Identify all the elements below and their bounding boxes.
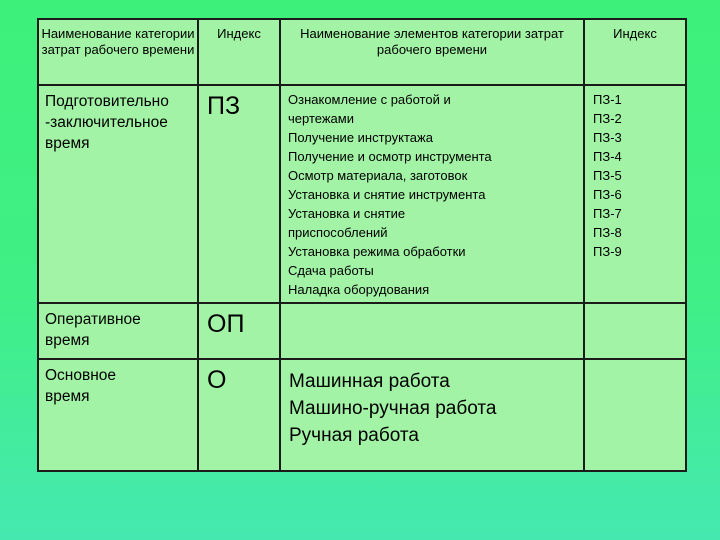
header-row	[38, 19, 686, 85]
codes-cell	[584, 303, 686, 359]
elements-cell	[280, 359, 584, 471]
element-code: ПЗ-4	[593, 149, 622, 164]
category-text: время	[45, 135, 90, 152]
element-code: ПЗ-8	[593, 225, 622, 240]
category-text: Основное	[45, 367, 117, 384]
category-text: время	[45, 332, 90, 349]
category-index: ОП	[198, 303, 280, 359]
codes-cell	[584, 85, 686, 303]
category-index: О	[198, 359, 280, 471]
header-element-index: Индекс	[584, 19, 686, 85]
element-code: ПЗ-7	[593, 206, 622, 221]
table-row-o	[38, 359, 686, 471]
element-item: Установка режима обработки	[288, 244, 466, 259]
element-item: Машино-ручная работа	[289, 398, 497, 419]
header-category-name: Наименование категории затрат рабочего времени	[38, 19, 198, 85]
codes-cell	[584, 359, 686, 471]
category-text: Подготовительно	[45, 93, 169, 110]
table-row-pz	[38, 85, 686, 303]
category-text: -заключительное	[45, 114, 168, 131]
element-item: чертежами	[288, 111, 354, 126]
category-cell	[38, 85, 198, 303]
header-element-name: Наименование элементов категории затрат рабочего времени	[280, 19, 584, 85]
element-item: Установка и снятие инструмента	[288, 187, 486, 202]
element-code: ПЗ-6	[593, 187, 622, 202]
element-item: Машинная работа	[289, 371, 450, 392]
category-text: Оперативное	[45, 311, 141, 328]
element-code: ПЗ-3	[593, 130, 622, 145]
table-row-op	[38, 303, 686, 359]
element-item: Сдача работы	[288, 263, 374, 278]
element-code: ПЗ-9	[593, 244, 622, 259]
element-item: Получение инструктажа	[288, 130, 433, 145]
element-item: Установка и снятие	[288, 206, 406, 221]
table-wrapper	[37, 18, 687, 472]
element-item: Ручная работа	[289, 425, 419, 446]
work-time-table	[37, 18, 687, 472]
category-text: время	[45, 388, 90, 405]
category-cell	[38, 303, 198, 359]
category-cell	[38, 359, 198, 471]
element-code: ПЗ-2	[593, 111, 622, 126]
category-index: ПЗ	[198, 85, 280, 303]
header-index: Индекс	[198, 19, 280, 85]
element-item: приспособлений	[288, 225, 388, 240]
element-item: Получение и осмотр инструмента	[288, 149, 492, 164]
element-item: Ознакомление с работой и	[288, 92, 451, 107]
element-item: Осмотр материала, заготовок	[288, 168, 468, 183]
element-code: ПЗ-5	[593, 168, 622, 183]
element-item: Наладка оборудования	[288, 282, 430, 297]
elements-cell	[280, 303, 584, 359]
elements-cell	[280, 85, 584, 303]
element-code: ПЗ-1	[593, 92, 622, 107]
